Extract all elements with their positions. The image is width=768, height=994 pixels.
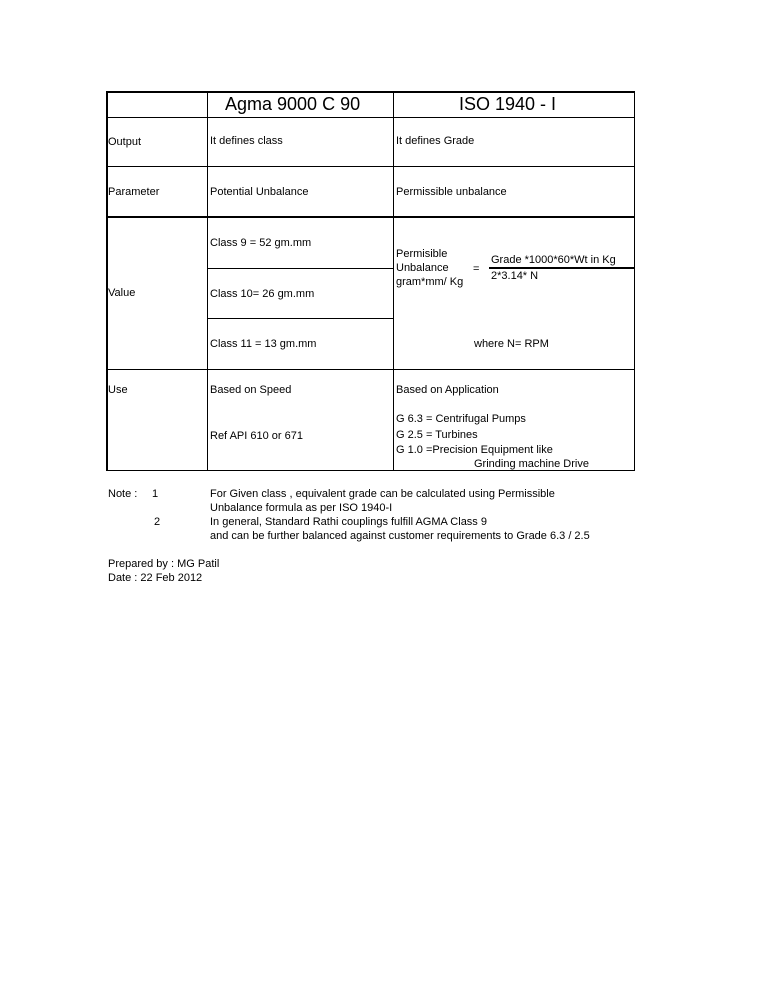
row-label-parameter: Parameter (108, 186, 160, 198)
formula-where: where N= RPM (474, 338, 549, 350)
prepared-by: Prepared by : MG Patil (108, 558, 220, 570)
value-agma-class11: Class 11 = 13 gm.mm (210, 338, 317, 350)
row-divider-class9 (207, 268, 394, 269)
formula-lhs-line3: gram*mm/ Kg (396, 276, 464, 288)
row-divider-parameter (106, 216, 635, 218)
note-2-line1: In general, Standard Rathi couplings fulfill AGMA Class 9 (210, 516, 487, 528)
use-agma-ref: Ref API 610 or 671 (210, 430, 303, 442)
note-2-line2: and can be further balanced against customer requirements to Grade 6.3 / 2.5 (210, 530, 590, 542)
formula-denominator: 2*3.14* N (491, 270, 539, 282)
row-divider-class10 (207, 318, 394, 319)
row-divider-header (106, 117, 635, 118)
use-iso-g10: G 1.0 =Precision Equipment like (396, 444, 553, 456)
formula-numerator: Grade *1000*60*Wt in Kg (491, 254, 616, 266)
use-agma-speed: Based on Speed (210, 384, 292, 396)
value-agma-class10: Class 10= 26 gm.mm (210, 288, 315, 300)
formula-equals: = (473, 263, 480, 275)
row-label-output: Output (108, 136, 142, 148)
note-2-number: 2 (154, 516, 161, 528)
row-divider-output (106, 166, 635, 167)
note-1-line1: For Given class , equivalent grade can be calculated using Permissible (210, 488, 555, 500)
date: Date : 22 Feb 2012 (108, 572, 203, 584)
notes-label: Note : (108, 488, 138, 500)
note-1-line2: Unbalance formula as per ISO 1940-I (210, 502, 393, 514)
parameter-agma: Potential Unbalance (210, 186, 309, 198)
row-divider-value (106, 369, 635, 370)
parameter-iso: Permissible unbalance (396, 186, 507, 198)
use-iso-application: Based on Application (396, 384, 499, 396)
use-iso-g25: G 2.5 = Turbines (396, 429, 478, 441)
col-divider-2 (393, 91, 394, 471)
header-agma: Agma 9000 C 90 (225, 94, 361, 114)
formula-lhs-line1: Permisible (396, 248, 448, 260)
header-iso: ISO 1940 - I (459, 94, 557, 114)
output-agma: It defines class (210, 135, 283, 147)
value-agma-class9: Class 9 = 52 gm.mm (210, 237, 312, 249)
row-label-value: Value (108, 287, 136, 299)
use-iso-grinding: Grinding machine Drive (474, 458, 589, 470)
output-iso: It defines Grade (396, 135, 475, 147)
formula-lhs-line2: Unbalance (396, 262, 449, 274)
row-label-use: Use (108, 384, 128, 396)
table-border-right (634, 91, 635, 471)
note-1-number: 1 (152, 488, 159, 500)
use-iso-g63: G 6.3 = Centrifugal Pumps (396, 413, 526, 425)
col-divider-1 (207, 91, 208, 471)
